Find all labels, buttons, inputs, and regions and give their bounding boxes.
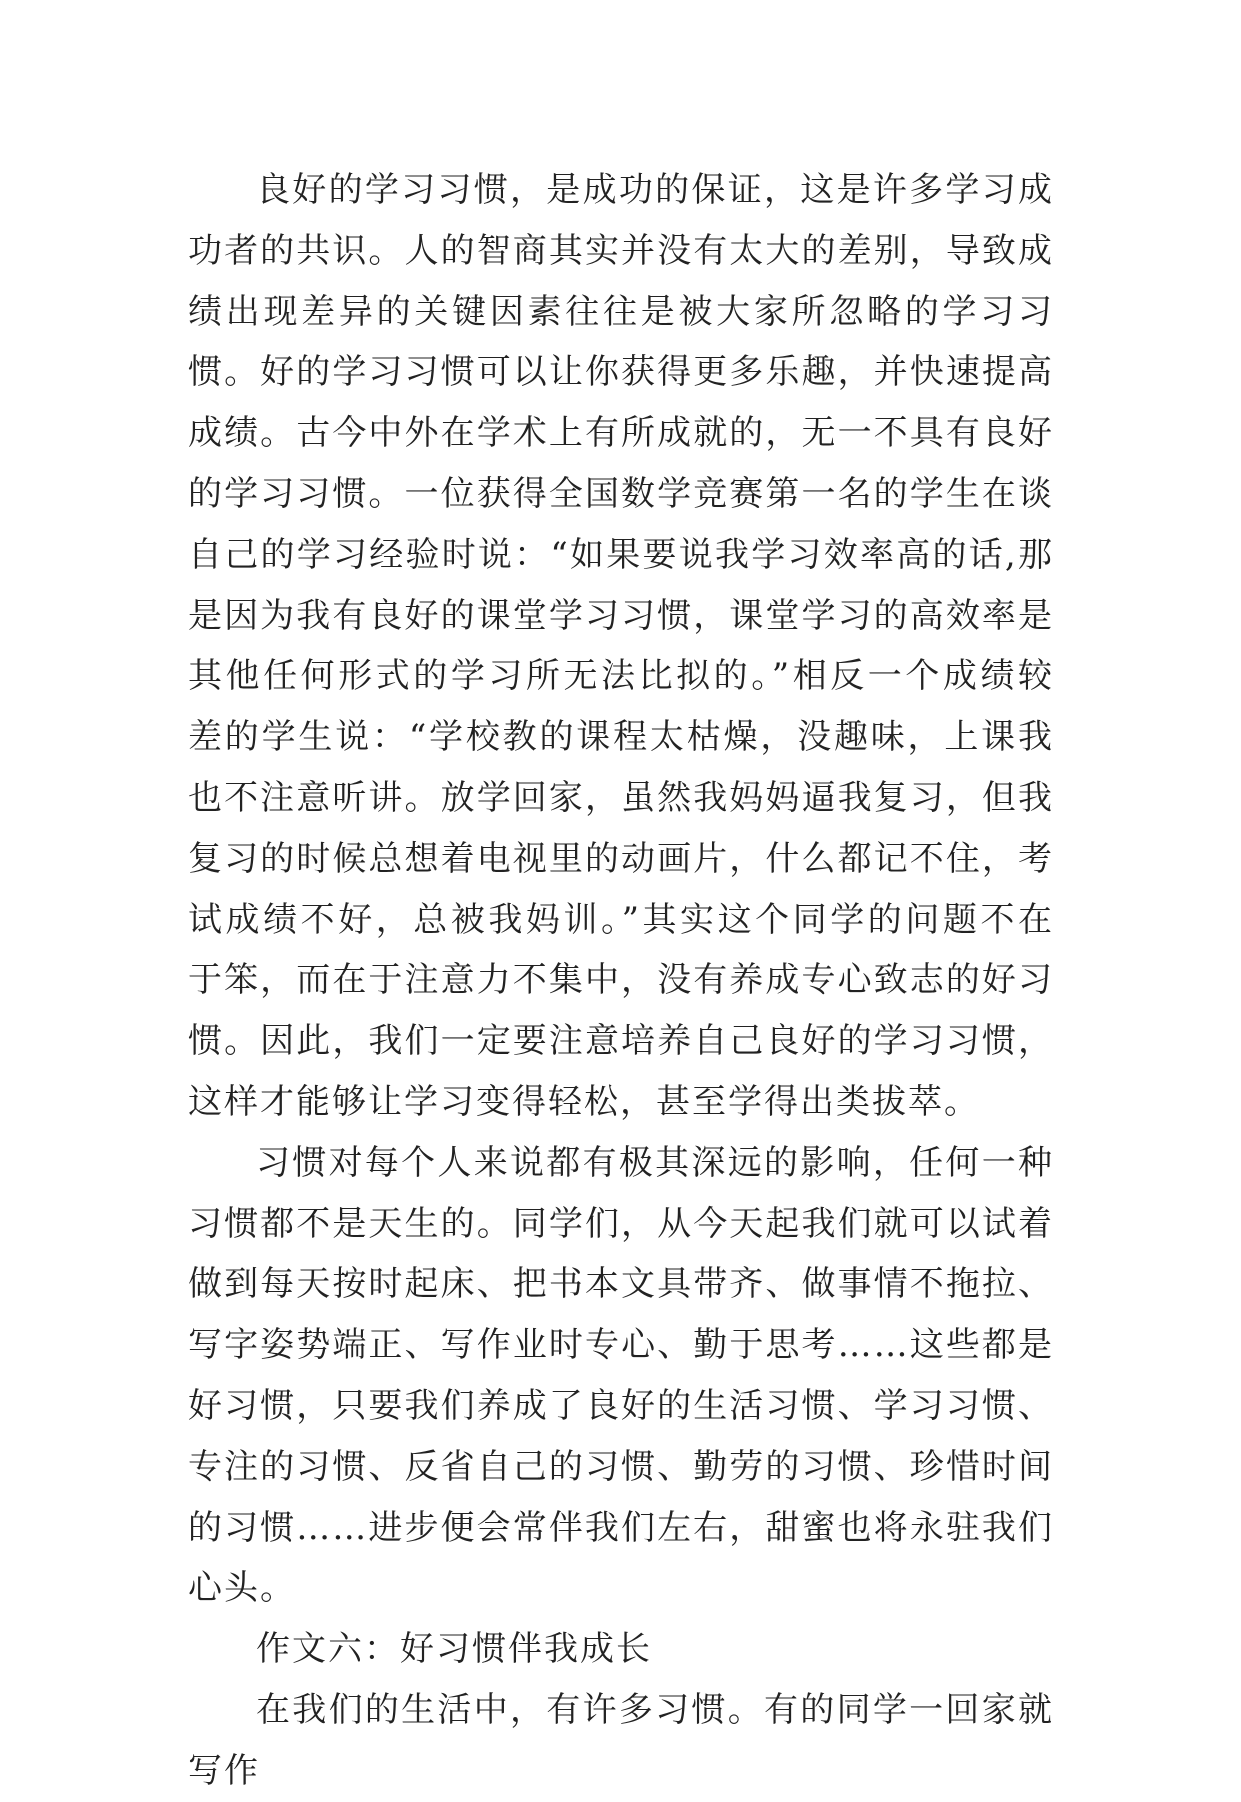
document-body: [188, 160, 1054, 1802]
paragraph-3: 在我们的生活中，有许多习惯。有的同学一回家就写作: [188, 1689, 1054, 1791]
paragraph-1: 良好的学习习惯，是成功的保证，这是许多学习成功者的共识。人的智商其实并没有太大的差别，导致成绩出现差异的关键因素往往是被大家所忽略的学习习惯。好的学习习惯可以让你获得更多乐趣，并快速提高成绩。古今中外在学术上有所成就的，无一不具有良好的学习习惯。一位获得全国数学竞赛第一名的学生在谈自己的学习经验时说：“如果要说我学习效率高的话,那是因为我有良好的课堂学习习惯，课堂学习的高效率是其他任何形式的学习所无法比拟的。”相反一个成绩较差的学生说：“学校教的课程太枯燥，没趣味，上课我也不注意听讲。放学回家，虽然我妈妈逼我复习，但我复习的时候总想着电视里的动画片，什么都记不住，考试成绩不好，总被我妈训。”其实这个同学的问题不在于笨，而在于注意力不集中，没有养成专心致志的好习惯。因此，我们一定要注意培养自己良好的学习习惯，这样才能够让学习变得轻松，甚至学得出类拔萃。: [188, 170, 1054, 1122]
paragraph-2: 习惯对每个人来说都有极其深远的影响，任何一种习惯都不是天生的。同学们，从今天起我们就可以试着做到每天按时起床、把书本文具带齐、做事情不拖拉、写字姿势端正、写作业时专心、勤于思考……这些都是好习惯，只要我们养成了良好的生活习惯、学习习惯、专注的习惯、反省自己的习惯、勤劳的习惯、珍惜时间的习惯……进步便会常伴我们左右，甜蜜也将永驻我们心头。: [188, 1142, 1054, 1609]
essay-heading: 作文六：好习惯伴我成长: [256, 1629, 652, 1670]
